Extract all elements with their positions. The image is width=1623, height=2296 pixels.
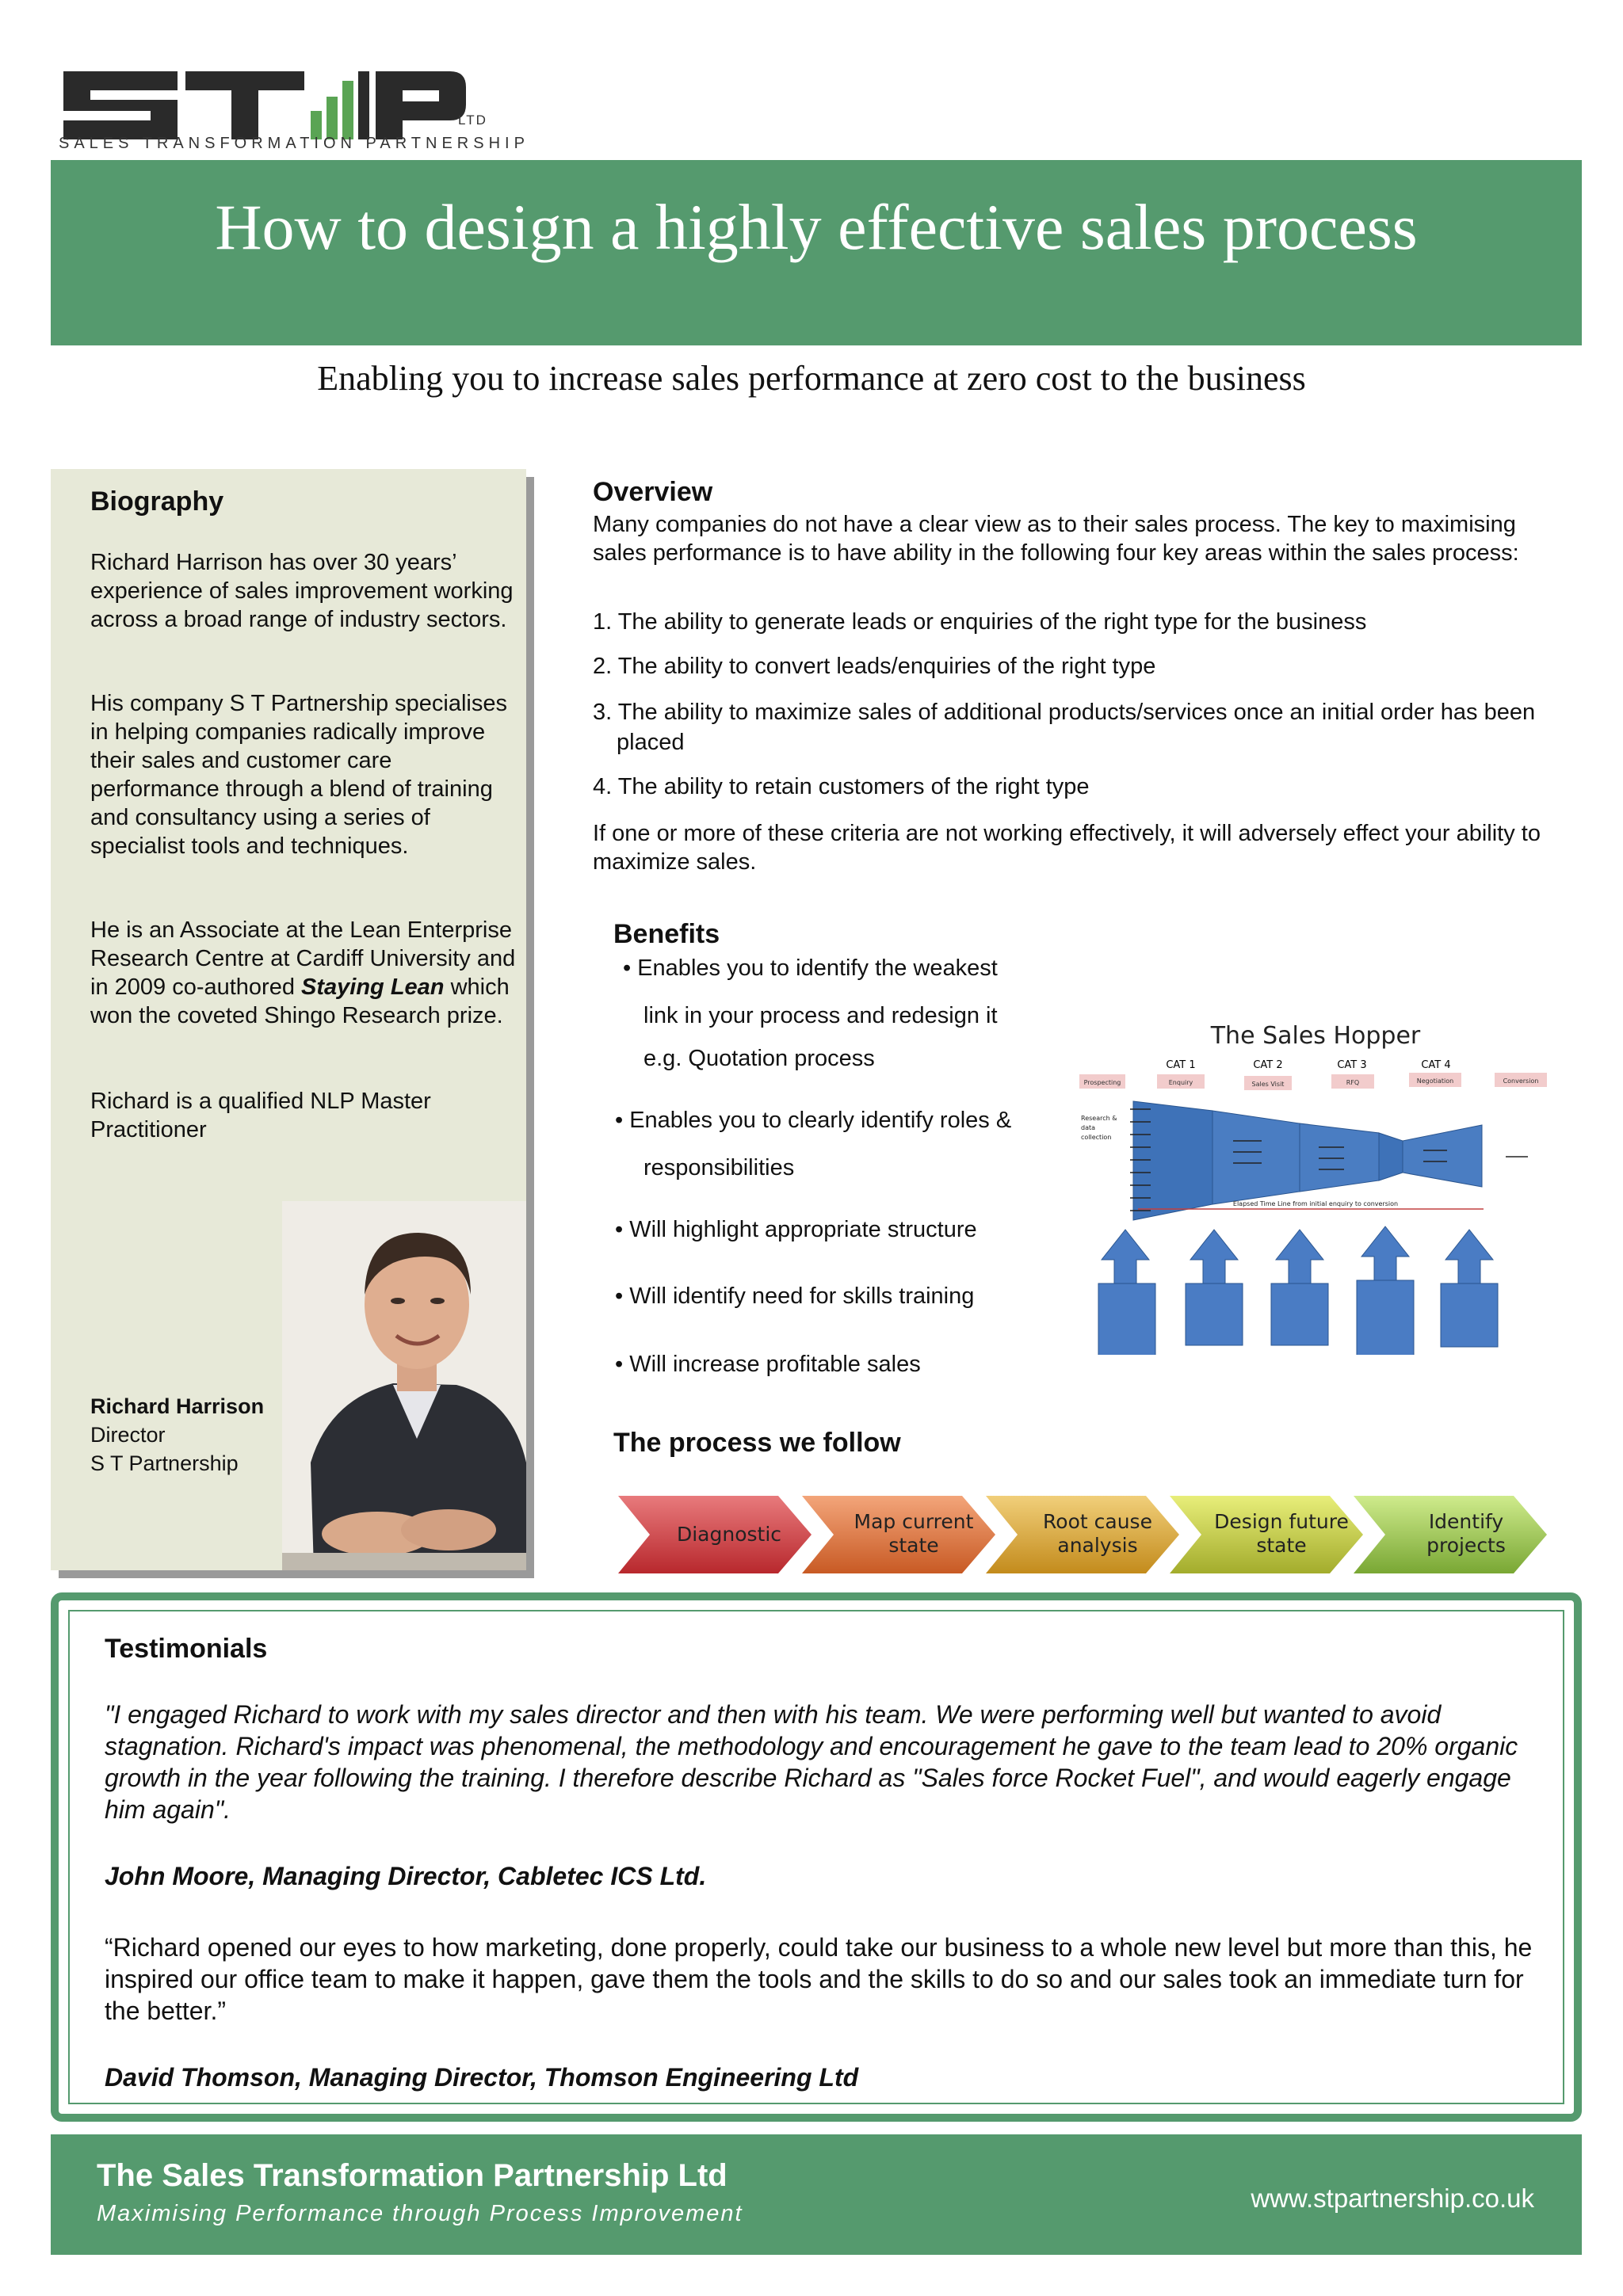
bio-role: Director [90, 1423, 166, 1447]
stage-label: RFQ [1346, 1079, 1360, 1086]
process-chevrons [618, 1491, 1553, 1578]
logo-tagline: SALES TRANSFORMATION PARTNERSHIP [59, 135, 529, 152]
cat-label: CAT 4 [1421, 1059, 1451, 1071]
overview-intro: Many companies do not have a clear view as to their sales process. The key to maximising sales performance is to have ability in the following four key areas within the sales process: [593, 512, 1519, 566]
bio-paragraph: Richard Harrison has over 30 years’ experience of sales improvement working across a broad range of industry sectors. [90, 550, 514, 632]
benefit-item-continued: e.g. Quotation process [643, 1046, 875, 1071]
page-title: How to design a highly effective sales process [215, 191, 1418, 263]
bio-text: He is an Associate at the Lean Enterprise Research Centre at Cardiff University and in 2009 co-authored [90, 917, 516, 1000]
stage-label: Negotiation [1416, 1077, 1454, 1085]
biography-panel [51, 469, 526, 1570]
stage-label: Enquiry [1168, 1079, 1193, 1086]
footer-tagline: Maximising Performance through Process Improvement [97, 2201, 743, 2226]
bio-company: S T Partnership [90, 1451, 239, 1475]
benefit-item-continued: link in your process and redesign it [643, 1003, 998, 1028]
process-step-label: Root cause analysis [1043, 1510, 1152, 1557]
page-subtitle: Enabling you to increase sales performance at zero cost to the business [317, 359, 1306, 398]
hopper-title: The Sales Hopper [1210, 1022, 1421, 1050]
stage-label: Conversion [1503, 1077, 1539, 1085]
stage-label: Sales Visit [1251, 1081, 1285, 1088]
overview-item: 1. The ability to generate leads or enquiries of the right type for the business [593, 609, 1367, 635]
bio-text: which won the coveted Shingo Research prize. [90, 974, 510, 1028]
benefit-item: • Will identify need for skills training [615, 1283, 975, 1309]
side-label-line: collection [1081, 1134, 1112, 1141]
benefit-item: • Enables you to identify the weakest [623, 955, 998, 981]
process-step-label: Diagnostic [676, 1523, 782, 1546]
overview-item: 4. The ability to retain customers of the right type [593, 774, 1090, 799]
stage-label: Prospecting [1083, 1079, 1121, 1086]
testimonial-quote: “Richard opened our eyes to how marketing, done properly, could take our business to a whole new level but more than this, he inspired our office team to make it happen, gave them the tools and the skills to do so and our sales took an immediate turn for the better.” [105, 1933, 1533, 2025]
process-step-label: Map current state [854, 1510, 974, 1557]
testimonial-quote: "I engaged Richard to work with my sales director and then with his team. We were performing well but wanted to avoid stagnation. Richard's impact was phenomenal, the methodology and encouragement he gave to the team lead to 20% organic growth in the year following the training. I therefore describe Richard as "Sales force Rocket Fuel", and would eagerly engage him again". [105, 1700, 1518, 1824]
overview-conclusion: If one or more of these criteria are not working effectively, it will adversely effect your ability to maximize sales. [593, 821, 1541, 875]
overview-item: 3. The ability to maximize sales of additional products/services once an initial order has been placed [593, 700, 1536, 755]
footer-band [51, 2134, 1582, 2255]
benefit-item: • Will increase profitable sales [615, 1352, 921, 1377]
portrait-illustration [282, 1201, 526, 1570]
bio-name: Richard Harrison [90, 1394, 265, 1418]
testimonials-box [51, 1592, 1582, 2122]
overview-item: 2. The ability to convert leads/enquiries of the right type [593, 654, 1156, 679]
footer-company: The Sales Transformation Partnership Ltd [97, 2158, 727, 2193]
benefit-item-continued: responsibilities [643, 1155, 795, 1180]
logo-ltd: LTD [458, 113, 487, 128]
overview-heading: Overview [593, 477, 713, 507]
cat-label: CAT 3 [1337, 1059, 1367, 1071]
benefit-item: • Will highlight appropriate structure [615, 1217, 977, 1242]
testimonials-inner-border [68, 1610, 1564, 2104]
title-band [51, 160, 1582, 345]
portrait-photo [282, 1201, 526, 1570]
timeline-label: Elapsed Time Line from initial enquiry to conversion [1232, 1200, 1399, 1207]
benefit-item: • Enables you to clearly identify roles & [615, 1108, 1012, 1133]
sales-hopper-diagram [1078, 1022, 1553, 1355]
benefits-heading: Benefits [613, 919, 720, 949]
book-title: Staying Lean [301, 974, 445, 1000]
process-step-label: Identify projects [1426, 1510, 1506, 1557]
biography-heading: Biography [90, 486, 224, 517]
bio-paragraph: Richard is a qualified NLP Master Practitioner [90, 1089, 431, 1142]
process-step-label: Design future state [1214, 1510, 1349, 1557]
bio-paragraph [90, 916, 518, 1030]
cat-label: CAT 1 [1166, 1059, 1196, 1071]
testimonial-author: John Moore, Managing Director, Cabletec ICS Ltd. [105, 1862, 707, 1890]
bio-paragraph: His company S T Partnership specialises in helping companies radically improve their sales and customer care performance through a blend of training and consultancy using a series of specialist tools and techniques. [90, 691, 507, 859]
footer-website-link[interactable]: www.stpartnership.co.uk [1251, 2183, 1534, 2213]
testimonial-author: David Thomson, Managing Director, Thomson Engineering Ltd [105, 2063, 859, 2092]
cat-label: CAT 2 [1253, 1059, 1283, 1071]
hopper-graphic [1078, 1022, 1553, 1355]
side-label-line: data [1081, 1124, 1096, 1131]
side-label-line: Research & [1081, 1115, 1117, 1122]
process-heading: The process we follow [613, 1428, 901, 1458]
testimonials-heading: Testimonials [105, 1634, 268, 1664]
